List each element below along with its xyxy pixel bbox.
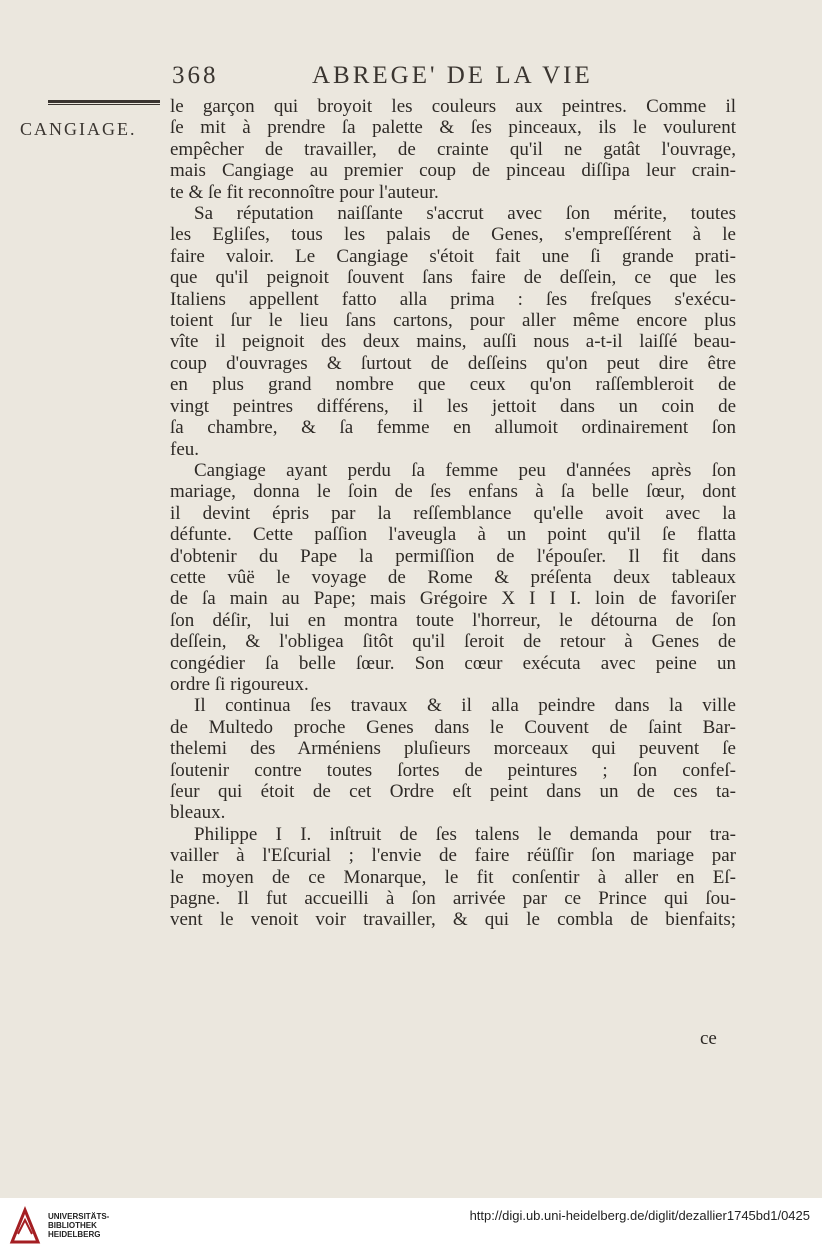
text-line: ſon déſir, lui en montra toute l'horreur, le détourna de ſon bbox=[170, 609, 736, 631]
library-name-line: BIBLIOTHEK bbox=[48, 1221, 97, 1230]
text-line: vîte il peignoit des deux mains, auſſi nous a-t-il laiſſé beau- bbox=[170, 331, 736, 353]
text-line: le garçon qui broyoit les couleurs aux peintres. Comme il bbox=[170, 96, 736, 117]
text-line: coup d'ouvrages & ſurtout de deſſeins qu'on peut dire être bbox=[170, 352, 736, 374]
text-line: Sa réputation naiſſante s'accrut avec ſon mérite, toutes bbox=[194, 203, 736, 225]
text-line: Philippe I I. inſtruit de ſes talens le demanda pour tra- bbox=[194, 823, 736, 845]
library-logo-icon bbox=[8, 1206, 42, 1246]
text-line: ordre ſi rigoureux. bbox=[170, 673, 309, 695]
margin-rule bbox=[48, 100, 160, 103]
text-line: ſe mit à prendre ſa palette & ſes pinceaux, ils le voulurent bbox=[170, 117, 736, 139]
text-line: vailler à l'Eſcurial ; l'envie de faire réüſſir ſon mariage par bbox=[170, 845, 736, 867]
text-line: Cangiage ayant perdu ſa femme peu d'années après ſon bbox=[194, 459, 736, 481]
source-url[interactable]: http://digi.ub.uni-heidelberg.de/diglit/dezallier1745bd1/0425 bbox=[469, 1208, 810, 1223]
text-line: vingt peintres différens, il les jettoit dans un coin de bbox=[170, 395, 736, 417]
text-line: empêcher de travailler, de crainte qu'il ne gatât l'ouvrage, bbox=[170, 138, 736, 160]
library-name-line: UNIVERSITÄTS- bbox=[48, 1212, 110, 1221]
text-line: bleaux. bbox=[170, 802, 226, 824]
text-line: mais Cangiage au premier coup de pinceau diſſipa leur crain- bbox=[170, 160, 736, 182]
text-line: ſeur qui étoit de cet Ordre eſt peint dans un de ces ta- bbox=[170, 781, 736, 802]
text-line: vent le venoit voir travailler, & qui le combla de bienfaits; bbox=[170, 909, 736, 931]
text-line: d'obtenir du Pape la permiſſion de l'épouſer. Il fit dans bbox=[170, 545, 736, 567]
margin-note: CANGIAGE. bbox=[20, 119, 137, 139]
text-line: faire valoir. Le Cangiage s'étoit fait une ſi grande prati- bbox=[170, 245, 736, 267]
text-line: congédier ſa belle ſœur. Son cœur exécuta avec peine un bbox=[170, 652, 736, 674]
text-line: pagne. Il fut accueilli à ſon arrivée par ce Prince qui ſou- bbox=[170, 888, 736, 910]
library-name bbox=[48, 1212, 109, 1239]
running-header bbox=[172, 62, 593, 90]
margin-rule-thin bbox=[48, 104, 160, 105]
text-line: feu. bbox=[170, 438, 200, 460]
text-line: Il continua ſes travaux & il alla peindre dans la ville bbox=[194, 695, 736, 717]
footer-bar bbox=[0, 1198, 822, 1258]
text-line: mariage, donna le ſoin de ſes enfans à ſa belle ſœur, dont bbox=[170, 481, 736, 503]
catchword: ce bbox=[700, 1028, 717, 1049]
running-title: ABREGE' DE LA VIE bbox=[312, 62, 593, 89]
text-line: toient ſur le lieu ſans cartons, pour aller même encore plus bbox=[170, 310, 736, 332]
text-line: Italiens appellent fatto alla prima : ſes freſques s'exécu- bbox=[170, 288, 736, 310]
body-text bbox=[170, 96, 736, 931]
text-line: il devint épris par la reſſemblance qu'elle avoit avec la bbox=[170, 502, 736, 524]
text-line: te & ſe fit reconnoître pour l'auteur. bbox=[170, 181, 439, 203]
text-line: de ſa main au Pape; mais Grégoire X I I I. loin de favoriſer bbox=[170, 588, 736, 610]
library-name-line: HEIDELBERG bbox=[48, 1230, 101, 1239]
text-line: cette vûë le voyage de Rome & préſenta deux tableaux bbox=[170, 566, 736, 588]
text-line: deſſein, & l'obligea ſitôt qu'il ſeroit de retour à Genes de bbox=[170, 631, 736, 653]
text-line: que qu'il peignoit ſouvent ſans faire de deſſein, ce que les bbox=[170, 267, 736, 289]
text-line: ſoutenir contre toutes ſortes de peintures ; ſon confeſ- bbox=[170, 759, 736, 781]
text-line: le moyen de ce Monarque, le fit conſentir à aller en Eſ- bbox=[170, 866, 736, 888]
text-line: ſa chambre, & ſa femme en allumoit ordinairement ſon bbox=[170, 417, 736, 439]
text-line: en plus grand nombre que ceux qu'on raſſembleroit de bbox=[170, 374, 736, 396]
text-line: de Multedo proche Genes dans le Couvent de ſaint Bar- bbox=[170, 716, 736, 738]
text-line: les Egliſes, tous les palais de Genes, s'empreſſérent à le bbox=[170, 224, 736, 246]
page-number: 368 bbox=[172, 62, 219, 89]
text-line: défunte. Cette paſſion l'aveugla à un point qu'il ſe flatta bbox=[170, 524, 736, 546]
text-line: thelemi des Arméniens pluſieurs morceaux qui peuvent ſe bbox=[170, 738, 736, 760]
